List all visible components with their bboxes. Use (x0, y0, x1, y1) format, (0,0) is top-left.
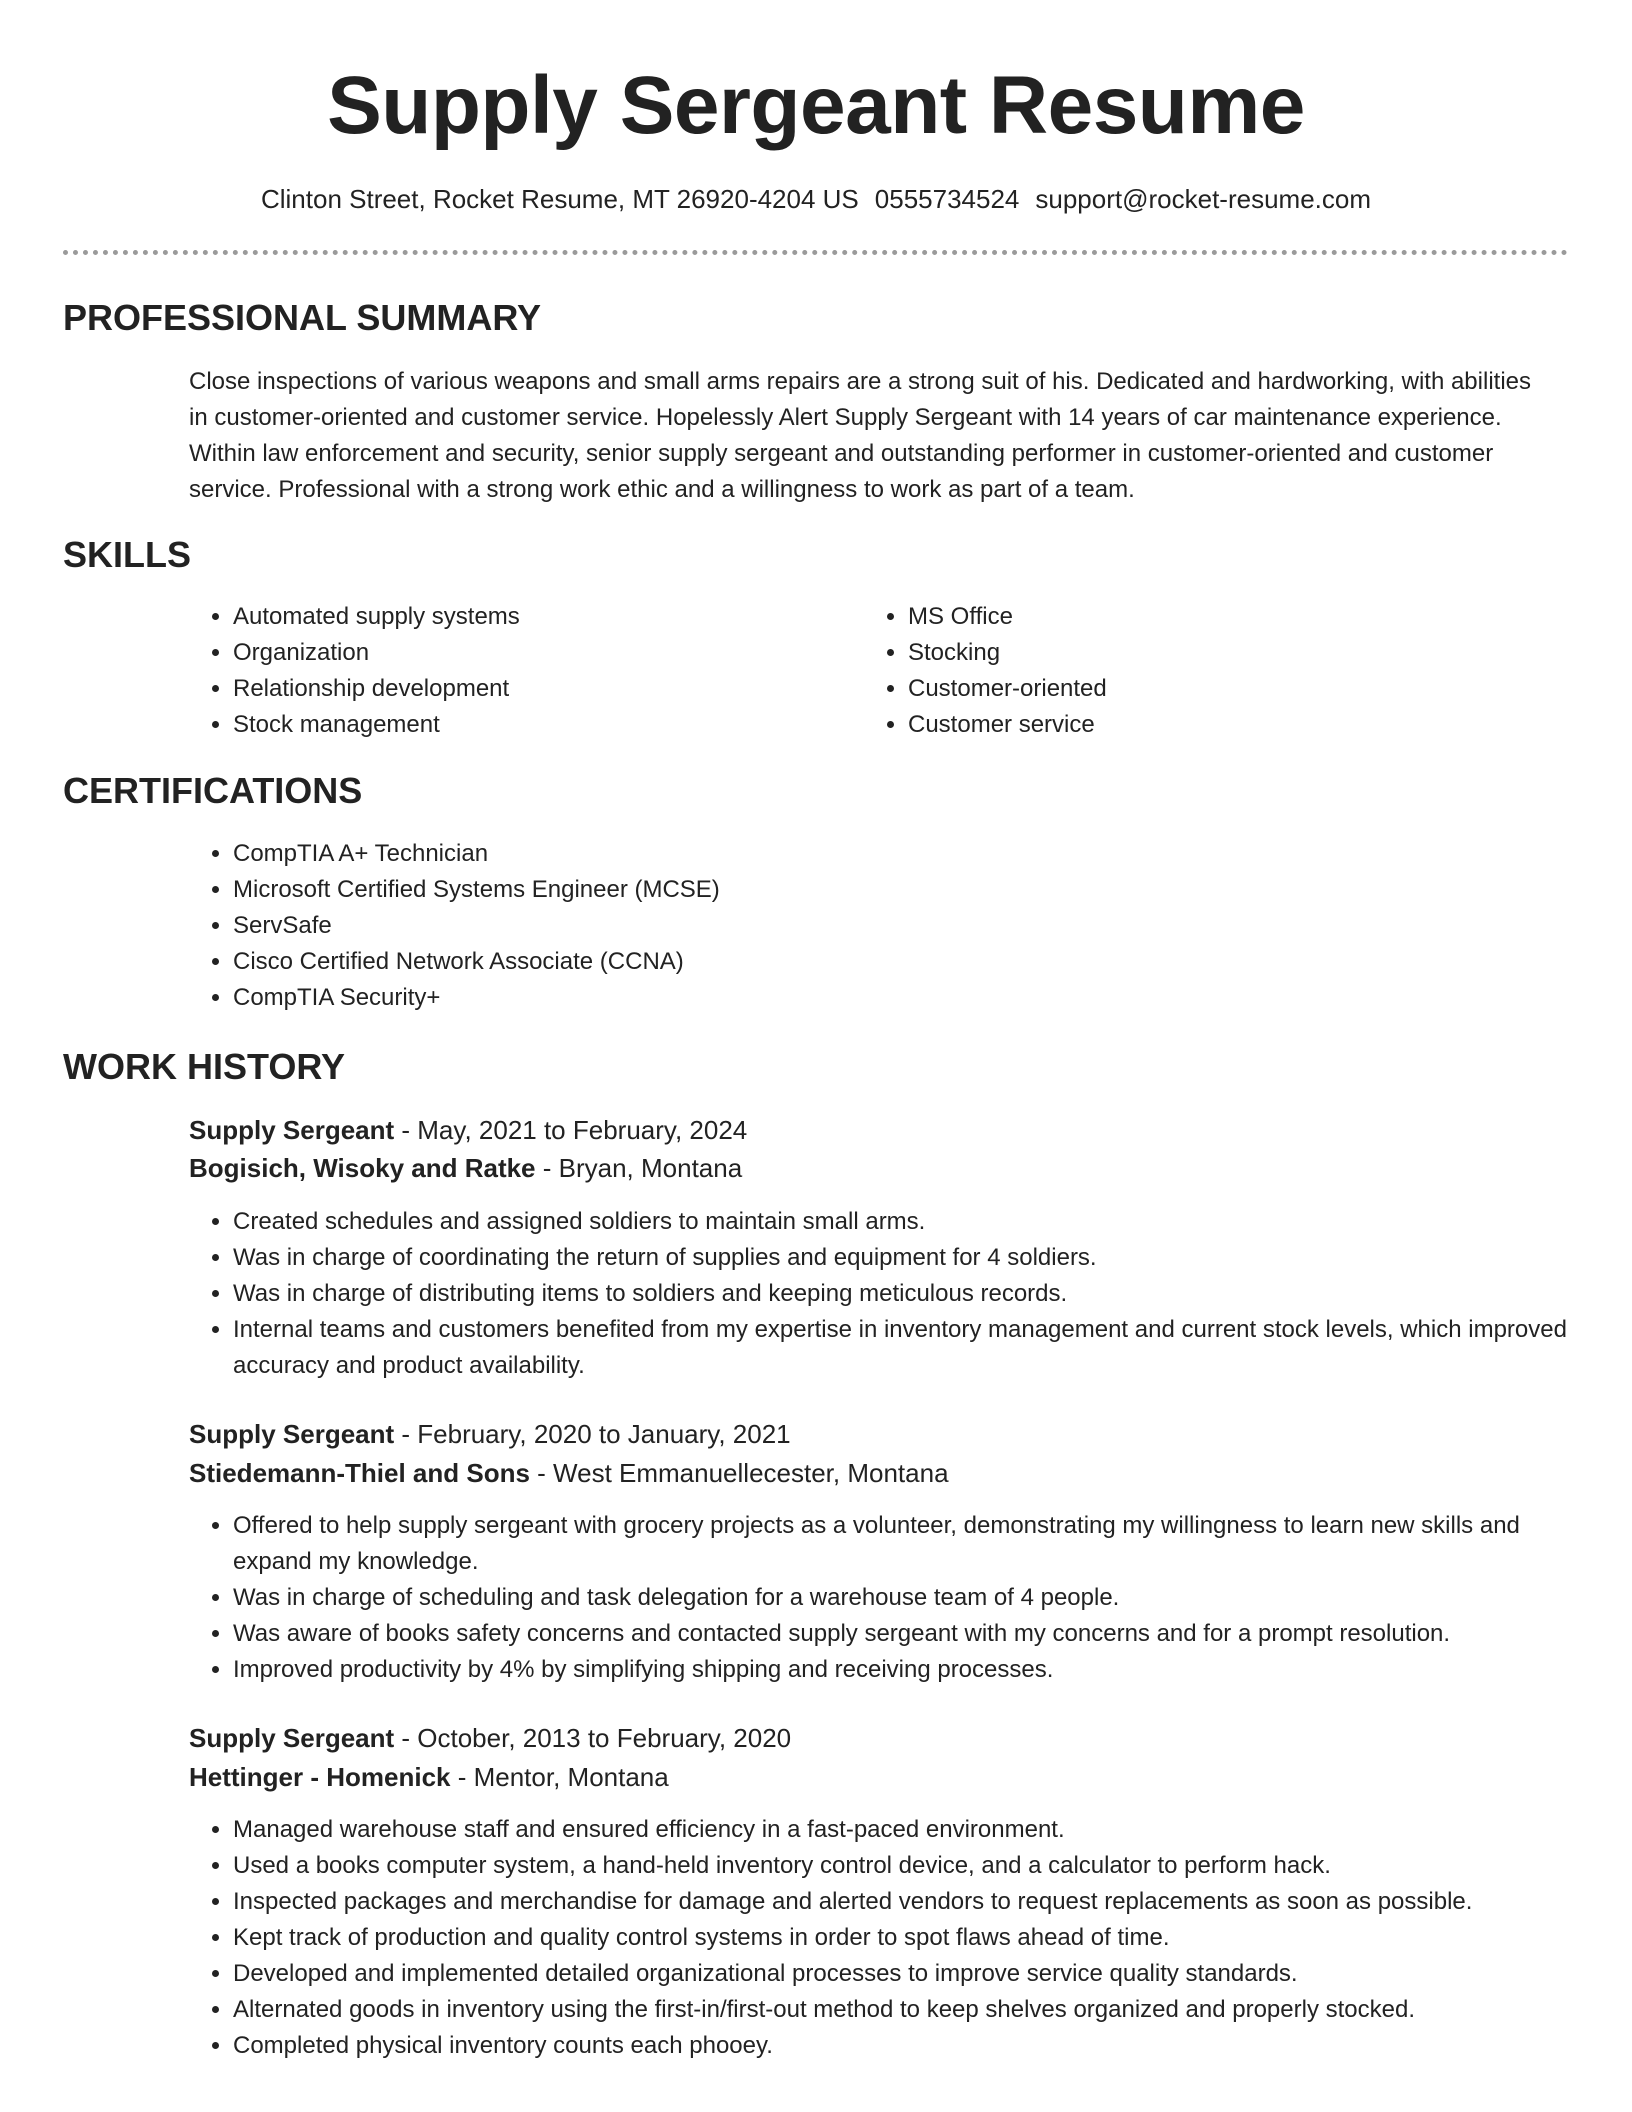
job-bullet: • Inspected packages and merchandise for damage and alerted vendors to request replacements as soon as possible. (233, 1884, 1578, 1920)
job-bullets (189, 1204, 1578, 1384)
certification-item: • Cisco Certified Network Associate (CCNA) (233, 944, 1533, 980)
job-company-line (189, 1453, 949, 1493)
job-title-line (189, 1414, 791, 1454)
job-bullet: • Internal teams and customers benefited from my expertise in inventory management and current stock levels, which improved accuracy and product availability. (233, 1312, 1578, 1384)
certification-item: • ServSafe (233, 908, 1533, 944)
job-title-line (189, 1718, 791, 1758)
job-company: Bogisich, Wisoky and Ratke (189, 1153, 536, 1183)
job-role: Supply Sergeant (189, 1115, 395, 1145)
job-dates: - October, 2013 to February, 2020 (394, 1723, 792, 1753)
summary-heading: PROFESSIONAL SUMMARY (63, 297, 542, 338)
job-bullet: • Was aware of books safety concerns and contacted supply sergeant with my concerns and for a prompt resolution. (233, 1616, 1578, 1652)
skills-heading: SKILLS (63, 534, 192, 575)
header-divider (63, 250, 1568, 255)
job-company: Hettinger - Homenick (189, 1762, 451, 1792)
job-bullet: • Was in charge of coordinating the return of supplies and equipment for 4 soldiers. (233, 1240, 1578, 1276)
skill-item: • Organization (233, 635, 833, 671)
certification-item: • CompTIA A+ Technician (233, 836, 1533, 872)
skill-item: • Stock management (233, 707, 833, 743)
job-bullet: • Used a books computer system, a hand-held inventory control device, and a calculator to perform hack. (233, 1848, 1578, 1884)
skills-list-left (189, 599, 833, 743)
job-title-line (189, 1110, 747, 1150)
job-company: Stiedemann-Thiel and Sons (189, 1458, 530, 1488)
job-location: - Bryan, Montana (535, 1153, 743, 1183)
skill-item: • Stocking (908, 635, 1508, 671)
certification-item: • CompTIA Security+ (233, 980, 1533, 1016)
resume-title: Supply Sergeant Resume (327, 60, 1305, 151)
job-bullet: • Improved productivity by 4% by simplifying shipping and receiving processes. (233, 1652, 1578, 1688)
contact-phone: 0555734524 (874, 184, 1020, 214)
skill-item: • Customer-oriented (908, 671, 1508, 707)
work-history-heading: WORK HISTORY (63, 1046, 346, 1087)
summary-text: Close inspections of various weapons and small arms repairs are a strong suit of his. Dedicated and hardworking, with abilities in customer-oriented and customer service. Hopelessly Alert Supply Sergeant with 14 years of car maintenance experience. Within law enforcement and security, senior supply sergeant and outstanding performer in customer-oriented and customer service. Professional with a strong work ethic and a willingness to work as part of a team. (189, 368, 1531, 503)
job-company-line (189, 1148, 742, 1188)
job-location: - Mentor, Montana (450, 1762, 669, 1792)
certification-item: • Microsoft Certified Systems Engineer (MCSE) (233, 872, 1533, 908)
job-location: - West Emmanuellecester, Montana (529, 1458, 949, 1488)
contact-address: Clinton Street, Rocket Resume, MT 26920-4204 US (260, 184, 859, 214)
skill-item: • Customer service (908, 707, 1508, 743)
job-company-line (189, 1757, 669, 1797)
job-bullet: • Alternated goods in inventory using the first-in/first-out method to keep shelves organized and properly stocked. (233, 1992, 1578, 2028)
job-bullet: • Completed physical inventory counts each phooey. (233, 2028, 1578, 2064)
job-bullet: • Offered to help supply sergeant with grocery projects as a volunteer, demonstrating my willingness to learn new skills and expand my knowledge. (233, 1508, 1578, 1580)
job-bullet: • Was in charge of distributing items to soldiers and keeping meticulous records. (233, 1276, 1578, 1312)
skills-list-right (864, 599, 1508, 743)
job-bullets (189, 1812, 1578, 2064)
job-role: Supply Sergeant (189, 1723, 395, 1753)
job-role: Supply Sergeant (189, 1419, 395, 1449)
job-dates: - May, 2021 to February, 2024 (394, 1115, 748, 1145)
skill-item: • MS Office (908, 599, 1508, 635)
certifications-list (189, 836, 1533, 1016)
job-bullets (189, 1508, 1578, 1688)
contact-line (0, 182, 1632, 216)
job-bullet: • Managed warehouse staff and ensured efficiency in a fast-paced environment. (233, 1812, 1578, 1848)
job-bullet: • Developed and implemented detailed organizational processes to improve service quality standards. (233, 1956, 1578, 1992)
certifications-heading: CERTIFICATIONS (63, 770, 363, 811)
skill-item: • Relationship development (233, 671, 833, 707)
job-bullet: • Created schedules and assigned soldiers to maintain small arms. (233, 1204, 1578, 1240)
skill-item: • Automated supply systems (233, 599, 833, 635)
contact-email: support@rocket-resume.com (1035, 184, 1372, 214)
job-bullet: • Kept track of production and quality control systems in order to spot flaws ahead of time. (233, 1920, 1578, 1956)
job-dates: - February, 2020 to January, 2021 (394, 1419, 791, 1449)
job-bullet: • Was in charge of scheduling and task delegation for a warehouse team of 4 people. (233, 1580, 1578, 1616)
